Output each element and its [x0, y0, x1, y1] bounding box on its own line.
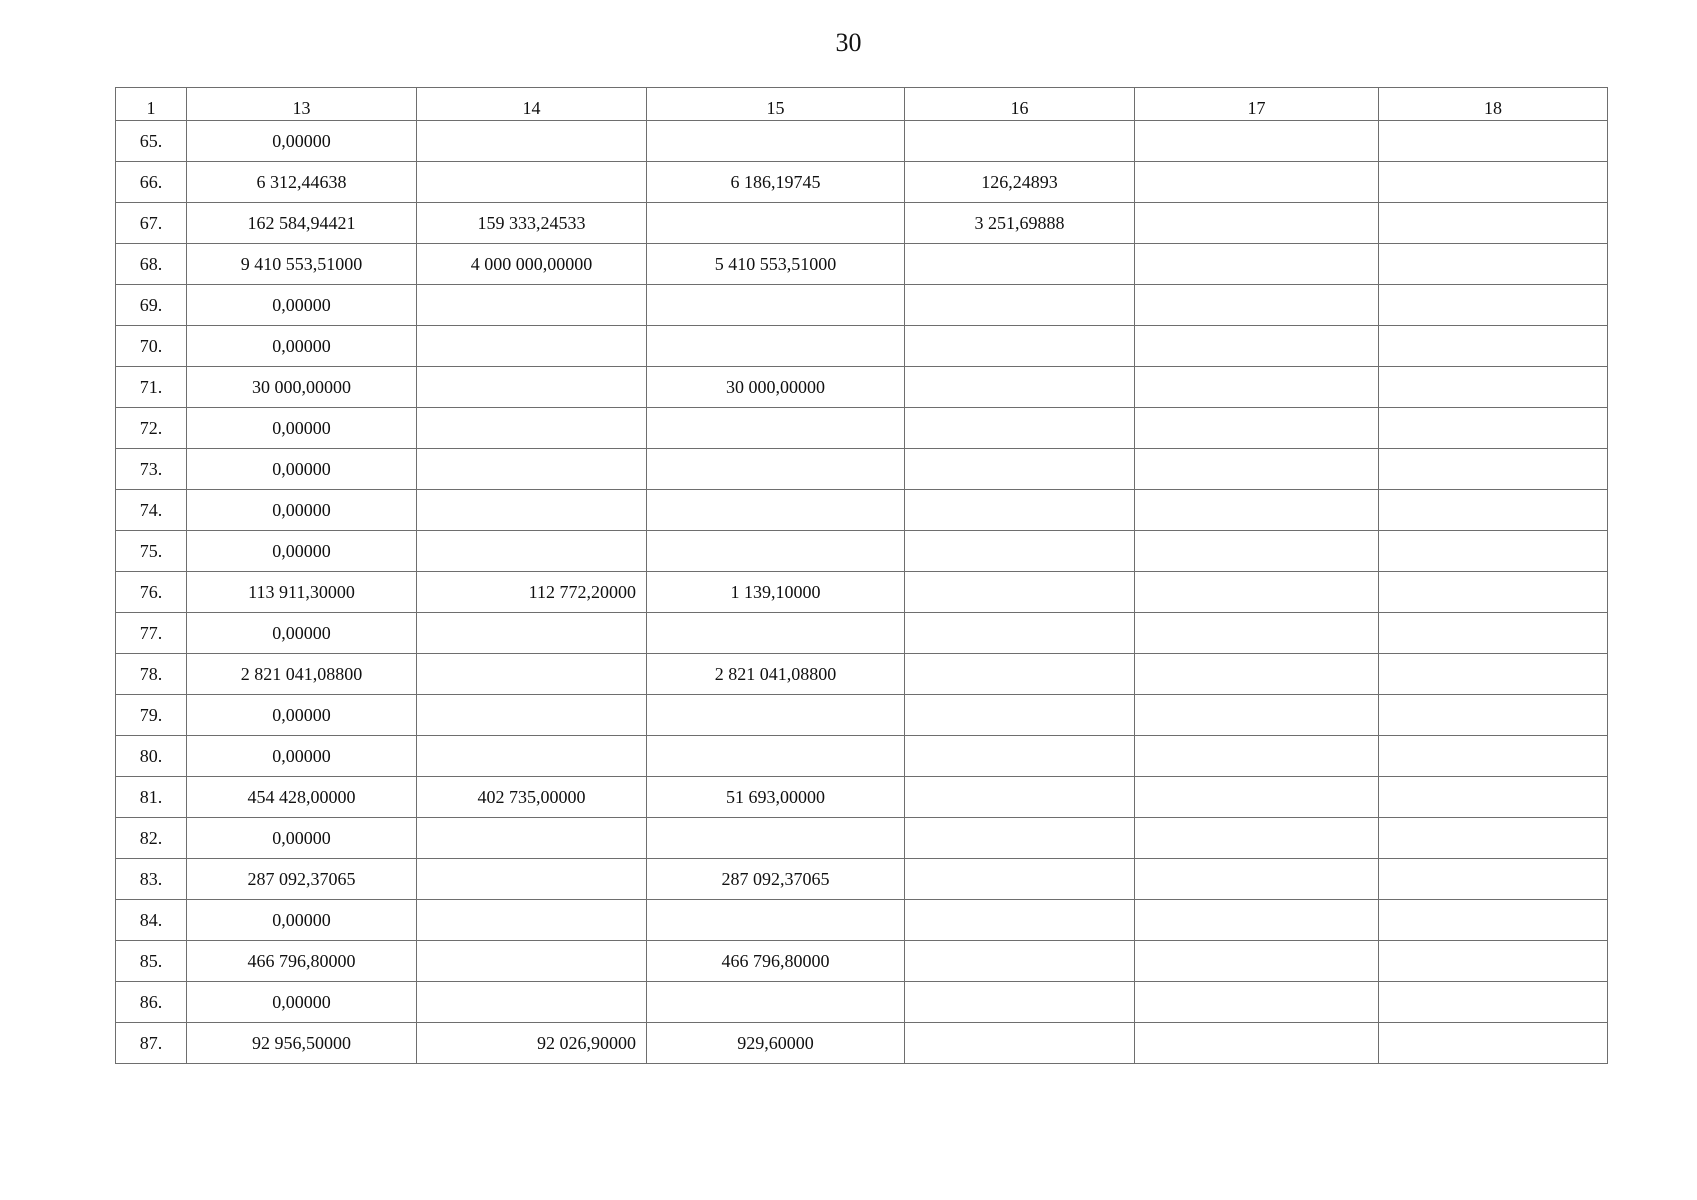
table-row — [116, 900, 1608, 941]
col-18-cell — [1379, 490, 1608, 531]
col-13-cell: 162 584,94421 — [187, 203, 417, 244]
col-16-cell — [905, 736, 1135, 777]
col-16-cell — [905, 572, 1135, 613]
col-14-cell — [417, 490, 647, 531]
col-18-cell — [1379, 654, 1608, 695]
col-16-cell — [905, 326, 1135, 367]
col-14-cell — [417, 367, 647, 408]
col-17-cell — [1135, 900, 1379, 941]
col-14-cell — [417, 859, 647, 900]
col-17-cell — [1135, 736, 1379, 777]
col-15-cell — [647, 408, 905, 449]
col-13-cell: 0,00000 — [187, 736, 417, 777]
data-table — [115, 87, 1608, 1064]
col-13-cell: 0,00000 — [187, 531, 417, 572]
col-18-cell — [1379, 736, 1608, 777]
col-13-cell: 30 000,00000 — [187, 367, 417, 408]
col-16-cell — [905, 490, 1135, 531]
col-18-cell — [1379, 367, 1608, 408]
col-14-cell — [417, 900, 647, 941]
table-row — [116, 736, 1608, 777]
col-15-cell — [647, 285, 905, 326]
col-17-cell — [1135, 982, 1379, 1023]
col-16-cell — [905, 285, 1135, 326]
table-row — [116, 285, 1608, 326]
row-number-cell: 77. — [116, 613, 187, 654]
header-row — [116, 88, 1608, 121]
col-18-cell — [1379, 531, 1608, 572]
col-15-cell — [647, 449, 905, 490]
col-18-cell — [1379, 121, 1608, 162]
col-15-cell — [647, 531, 905, 572]
col-14-cell: 402 735,00000 — [417, 777, 647, 818]
row-number-cell: 87. — [116, 1023, 187, 1064]
col-18-cell — [1379, 244, 1608, 285]
table-row — [116, 982, 1608, 1023]
row-number-cell: 65. — [116, 121, 187, 162]
table-row — [116, 367, 1608, 408]
row-number-cell: 85. — [116, 941, 187, 982]
col-16-cell: 3 251,69888 — [905, 203, 1135, 244]
table-row — [116, 449, 1608, 490]
col-14-cell — [417, 818, 647, 859]
col-13-cell: 0,00000 — [187, 449, 417, 490]
col-13-cell: 287 092,37065 — [187, 859, 417, 900]
table-row — [116, 203, 1608, 244]
col-17-cell — [1135, 941, 1379, 982]
col-16-cell — [905, 613, 1135, 654]
col-16-cell — [905, 818, 1135, 859]
col-14-cell: 112 772,20000 — [417, 572, 647, 613]
col-15-cell — [647, 695, 905, 736]
table-row — [116, 777, 1608, 818]
col-16-cell — [905, 121, 1135, 162]
row-number-cell: 75. — [116, 531, 187, 572]
col-13-cell: 6 312,44638 — [187, 162, 417, 203]
table-row — [116, 244, 1608, 285]
col-17-cell — [1135, 285, 1379, 326]
col-14-cell — [417, 449, 647, 490]
table-row — [116, 326, 1608, 367]
table-row — [116, 490, 1608, 531]
col-18-cell — [1379, 162, 1608, 203]
row-number-cell: 69. — [116, 285, 187, 326]
row-number-cell: 80. — [116, 736, 187, 777]
col-16-cell — [905, 695, 1135, 736]
col-16-cell — [905, 367, 1135, 408]
col-14-cell: 159 333,24533 — [417, 203, 647, 244]
row-number-cell: 72. — [116, 408, 187, 449]
col-14-cell — [417, 695, 647, 736]
row-number-cell: 78. — [116, 654, 187, 695]
header-cell-17: 17 — [1135, 88, 1379, 121]
col-15-cell — [647, 490, 905, 531]
col-15-cell — [647, 900, 905, 941]
col-18-cell — [1379, 285, 1608, 326]
col-14-cell: 92 026,90000 — [417, 1023, 647, 1064]
table-row — [116, 408, 1608, 449]
col-18-cell — [1379, 572, 1608, 613]
col-18-cell — [1379, 408, 1608, 449]
col-15-cell: 1 139,10000 — [647, 572, 905, 613]
row-number-cell: 86. — [116, 982, 187, 1023]
col-13-cell: 92 956,50000 — [187, 1023, 417, 1064]
header-cell-1: 1 — [116, 88, 187, 121]
col-15-cell — [647, 736, 905, 777]
header-cell-18: 18 — [1379, 88, 1608, 121]
col-17-cell — [1135, 531, 1379, 572]
header-cell-13: 13 — [187, 88, 417, 121]
col-17-cell — [1135, 121, 1379, 162]
col-17-cell — [1135, 1023, 1379, 1064]
table-row — [116, 121, 1608, 162]
table-body — [116, 88, 1608, 1064]
col-16-cell — [905, 777, 1135, 818]
col-16-cell — [905, 900, 1135, 941]
col-14-cell: 4 000 000,00000 — [417, 244, 647, 285]
row-number-cell: 74. — [116, 490, 187, 531]
col-15-cell: 466 796,80000 — [647, 941, 905, 982]
col-18-cell — [1379, 695, 1608, 736]
table-row — [116, 818, 1608, 859]
table-row — [116, 695, 1608, 736]
col-17-cell — [1135, 859, 1379, 900]
row-number-cell: 71. — [116, 367, 187, 408]
row-number-cell: 83. — [116, 859, 187, 900]
col-14-cell — [417, 654, 647, 695]
col-14-cell — [417, 285, 647, 326]
col-15-cell: 51 693,00000 — [647, 777, 905, 818]
col-17-cell — [1135, 572, 1379, 613]
table-row — [116, 162, 1608, 203]
col-16-cell: 126,24893 — [905, 162, 1135, 203]
table-row — [116, 941, 1608, 982]
col-16-cell — [905, 408, 1135, 449]
col-15-cell: 30 000,00000 — [647, 367, 905, 408]
col-13-cell: 0,00000 — [187, 490, 417, 531]
col-14-cell — [417, 408, 647, 449]
header-cell-14: 14 — [417, 88, 647, 121]
col-13-cell: 0,00000 — [187, 408, 417, 449]
col-14-cell — [417, 162, 647, 203]
col-18-cell — [1379, 941, 1608, 982]
col-15-cell — [647, 982, 905, 1023]
row-number-cell: 81. — [116, 777, 187, 818]
table-row — [116, 613, 1608, 654]
row-number-cell: 73. — [116, 449, 187, 490]
col-15-cell — [647, 203, 905, 244]
col-15-cell: 929,60000 — [647, 1023, 905, 1064]
col-18-cell — [1379, 982, 1608, 1023]
col-13-cell: 0,00000 — [187, 326, 417, 367]
col-17-cell — [1135, 408, 1379, 449]
col-13-cell: 0,00000 — [187, 818, 417, 859]
col-17-cell — [1135, 162, 1379, 203]
row-number-cell: 66. — [116, 162, 187, 203]
col-16-cell — [905, 941, 1135, 982]
col-14-cell — [417, 326, 647, 367]
col-18-cell — [1379, 326, 1608, 367]
col-15-cell: 5 410 553,51000 — [647, 244, 905, 285]
col-16-cell — [905, 449, 1135, 490]
col-13-cell: 0,00000 — [187, 900, 417, 941]
col-17-cell — [1135, 367, 1379, 408]
col-13-cell: 0,00000 — [187, 285, 417, 326]
row-number-cell: 82. — [116, 818, 187, 859]
col-17-cell — [1135, 818, 1379, 859]
col-17-cell — [1135, 695, 1379, 736]
col-17-cell — [1135, 449, 1379, 490]
col-13-cell: 2 821 041,08800 — [187, 654, 417, 695]
col-18-cell — [1379, 1023, 1608, 1064]
col-18-cell — [1379, 777, 1608, 818]
col-18-cell — [1379, 859, 1608, 900]
table-row — [116, 572, 1608, 613]
col-17-cell — [1135, 203, 1379, 244]
col-13-cell: 466 796,80000 — [187, 941, 417, 982]
col-16-cell — [905, 1023, 1135, 1064]
col-14-cell — [417, 531, 647, 572]
row-number-cell: 84. — [116, 900, 187, 941]
col-16-cell — [905, 982, 1135, 1023]
col-18-cell — [1379, 449, 1608, 490]
header-cell-15: 15 — [647, 88, 905, 121]
col-17-cell — [1135, 613, 1379, 654]
col-16-cell — [905, 654, 1135, 695]
col-14-cell — [417, 736, 647, 777]
col-17-cell — [1135, 326, 1379, 367]
col-15-cell: 2 821 041,08800 — [647, 654, 905, 695]
col-14-cell — [417, 613, 647, 654]
col-15-cell — [647, 326, 905, 367]
col-14-cell — [417, 941, 647, 982]
col-16-cell — [905, 531, 1135, 572]
col-13-cell: 0,00000 — [187, 695, 417, 736]
col-14-cell — [417, 982, 647, 1023]
col-13-cell: 0,00000 — [187, 982, 417, 1023]
table-row — [116, 531, 1608, 572]
col-13-cell: 113 911,30000 — [187, 572, 417, 613]
col-18-cell — [1379, 203, 1608, 244]
col-17-cell — [1135, 777, 1379, 818]
col-15-cell: 6 186,19745 — [647, 162, 905, 203]
row-number-cell: 70. — [116, 326, 187, 367]
col-15-cell — [647, 818, 905, 859]
col-15-cell — [647, 613, 905, 654]
table-row — [116, 1023, 1608, 1064]
col-17-cell — [1135, 490, 1379, 531]
col-15-cell: 287 092,37065 — [647, 859, 905, 900]
col-13-cell: 0,00000 — [187, 613, 417, 654]
col-18-cell — [1379, 818, 1608, 859]
header-cell-16: 16 — [905, 88, 1135, 121]
col-17-cell — [1135, 654, 1379, 695]
row-number-cell: 67. — [116, 203, 187, 244]
col-15-cell — [647, 121, 905, 162]
page-number: 30 — [835, 28, 862, 57]
row-number-cell: 68. — [116, 244, 187, 285]
col-13-cell: 454 428,00000 — [187, 777, 417, 818]
col-14-cell — [417, 121, 647, 162]
row-number-cell: 79. — [116, 695, 187, 736]
table-row — [116, 859, 1608, 900]
col-17-cell — [1135, 244, 1379, 285]
col-16-cell — [905, 859, 1135, 900]
col-18-cell — [1379, 900, 1608, 941]
col-16-cell — [905, 244, 1135, 285]
row-number-cell: 76. — [116, 572, 187, 613]
col-13-cell: 9 410 553,51000 — [187, 244, 417, 285]
col-13-cell: 0,00000 — [187, 121, 417, 162]
table-row — [116, 654, 1608, 695]
col-18-cell — [1379, 613, 1608, 654]
